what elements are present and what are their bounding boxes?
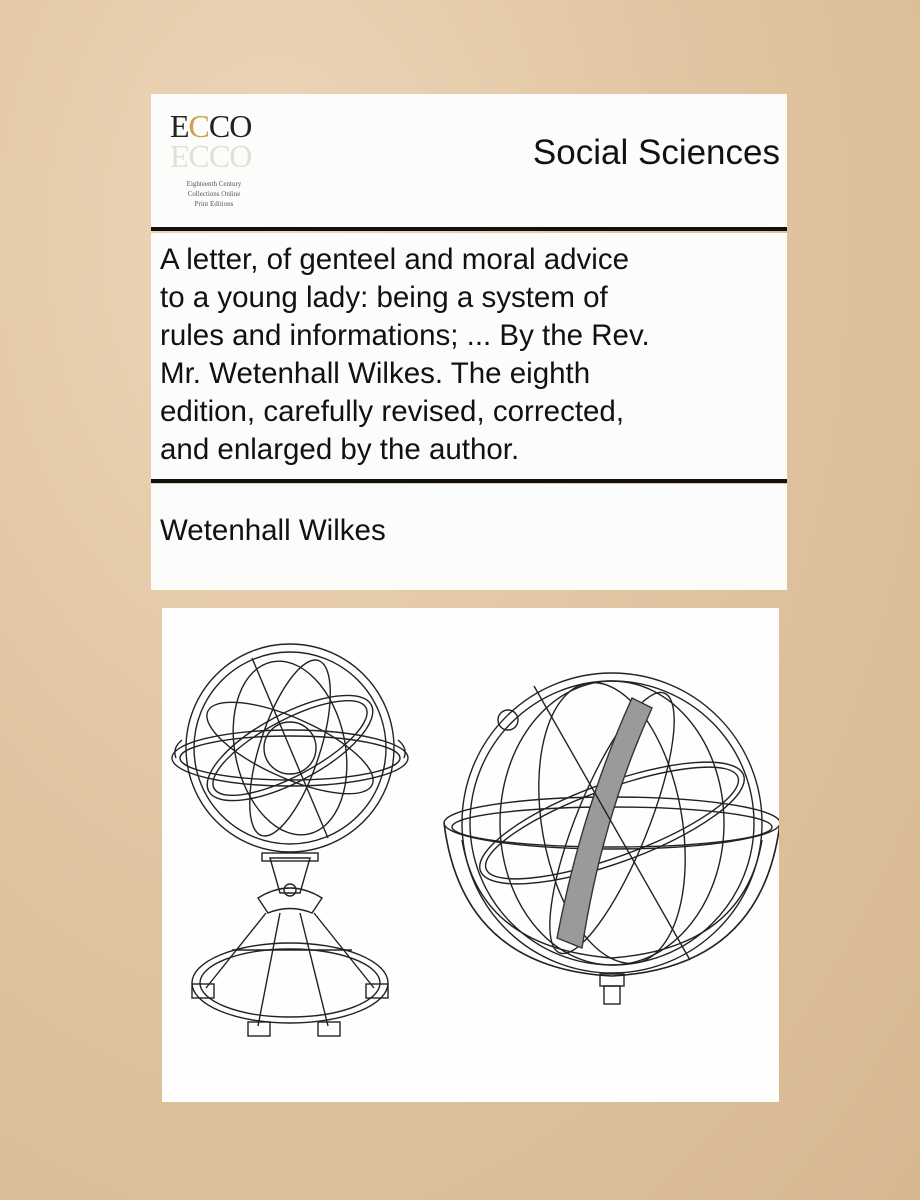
ecco-logo bbox=[166, 108, 262, 210]
logo-mirror: ECCO bbox=[170, 139, 252, 175]
title-line: edition, carefully revised, corrected, bbox=[160, 395, 625, 428]
armillary-sphere-globe-icon bbox=[444, 671, 779, 1004]
title-line: A letter, of genteel and moral advice bbox=[160, 243, 630, 276]
divider-rule-top bbox=[151, 227, 787, 231]
series-label: Social Sciences bbox=[532, 133, 780, 172]
author-name: Wetenhall Wilkes bbox=[160, 514, 386, 547]
title-line: and enlarged by the author. bbox=[160, 433, 520, 466]
title-line: to a young lady: being a system of bbox=[160, 281, 608, 314]
logo-line-3: Print Editions bbox=[194, 200, 234, 208]
title-line: rules and informations; ... By the Rev. bbox=[160, 319, 650, 352]
divider-rule-bottom bbox=[151, 479, 787, 483]
logo-mark: ECCO bbox=[170, 108, 252, 144]
armillary-illustration bbox=[162, 608, 779, 1102]
armillary-sphere-stand-icon bbox=[172, 644, 408, 1036]
logo-line-2: Collections Online bbox=[187, 190, 241, 198]
logo-line-1: Eighteenth Century bbox=[186, 180, 242, 188]
book-title bbox=[160, 241, 782, 469]
title-line: Mr. Wetenhall Wilkes. The eighth bbox=[160, 357, 591, 390]
